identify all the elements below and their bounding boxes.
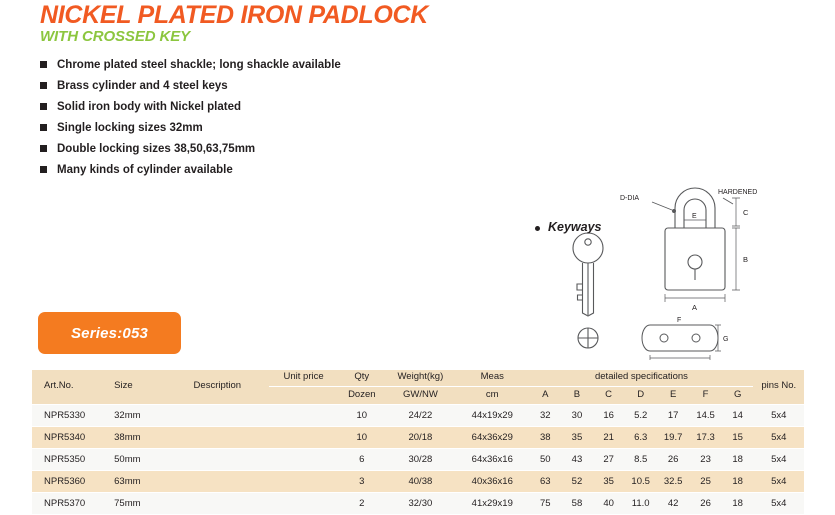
cell-f: 14.5 [689, 404, 721, 426]
cell-a: 32 [529, 404, 561, 426]
col-header-art-no: Art.No. [32, 370, 102, 404]
col-header-unit-price-blank [269, 386, 338, 404]
cell-d: 6.3 [624, 426, 656, 448]
feature-text: Solid iron body with Nickel plated [57, 100, 242, 113]
cell-f: 23 [689, 448, 721, 470]
feature-text: Chrome plated steel shackle; long shackle available [57, 58, 341, 71]
table-row [32, 492, 804, 514]
cell-size: 50mm [102, 448, 165, 470]
cell-g: 14 [722, 404, 754, 426]
cell-art-no: NPR5350 [32, 448, 102, 470]
page-subtitle: WITH CROSSED KEY [40, 28, 191, 46]
table-header [32, 370, 804, 404]
cell-a: 63 [529, 470, 561, 492]
cell-meas: 40x36x16 [455, 470, 529, 492]
cell-description [165, 404, 269, 426]
cell-b: 43 [561, 448, 593, 470]
cell-qty: 6 [338, 448, 386, 470]
cell-c: 35 [593, 470, 625, 492]
cell-pins: 5x4 [753, 426, 804, 448]
cell-description [165, 470, 269, 492]
list-item [40, 76, 341, 95]
table-row [32, 470, 804, 492]
col-header-spec-c: C [593, 386, 625, 404]
cell-size: 63mm [102, 470, 165, 492]
hardened-label: HARDENED [718, 189, 758, 196]
feature-text: Double locking sizes 38,50,63,75mm [57, 142, 256, 155]
cell-c: 16 [593, 404, 625, 426]
table-header-row-top [32, 370, 804, 386]
cell-qty: 10 [338, 426, 386, 448]
col-header-pins: pins No. [753, 370, 804, 404]
dim-e-label: E [692, 213, 697, 220]
col-header-detailed-specifications: detailed specifications [529, 370, 753, 386]
feature-text: Brass cylinder and 4 steel keys [57, 79, 228, 92]
square-bullet-icon [40, 103, 47, 110]
cell-art-no: NPR5330 [32, 404, 102, 426]
feature-text: Many kinds of cylinder available [57, 163, 233, 176]
cell-a: 75 [529, 492, 561, 514]
col-header-qty-line1: Qty [338, 370, 386, 386]
col-header-spec-b: B [561, 386, 593, 404]
square-bullet-icon [40, 124, 47, 131]
cell-unit-price [269, 404, 338, 426]
col-header-spec-f: F [689, 386, 721, 404]
cell-b: 52 [561, 470, 593, 492]
cell-a: 50 [529, 448, 561, 470]
dim-c-label: C [743, 208, 749, 217]
cell-size: 75mm [102, 492, 165, 514]
cell-size: 38mm [102, 426, 165, 448]
cell-art-no: NPR5340 [32, 426, 102, 448]
cell-a: 38 [529, 426, 561, 448]
table-row [32, 404, 804, 426]
cell-unit-price [269, 448, 338, 470]
cell-qty: 3 [338, 470, 386, 492]
col-header-spec-a: A [529, 386, 561, 404]
cell-meas: 41x29x19 [455, 492, 529, 514]
list-item [40, 160, 341, 179]
cell-unit-price [269, 426, 338, 448]
cell-weight: 30/28 [386, 448, 455, 470]
col-header-meas-line2: cm [455, 386, 529, 404]
page-title: NICKEL PLATED IRON PADLOCK [40, 1, 429, 29]
series-badge [38, 312, 181, 354]
cell-g: 18 [722, 470, 754, 492]
cell-e: 17 [657, 404, 689, 426]
cell-weight: 24/22 [386, 404, 455, 426]
col-header-description: Description [165, 370, 269, 404]
cell-pins: 5x4 [753, 404, 804, 426]
cell-b: 35 [561, 426, 593, 448]
padlock-diagram-svg [520, 180, 820, 360]
cell-weight: 40/38 [386, 470, 455, 492]
cell-c: 27 [593, 448, 625, 470]
cell-c: 40 [593, 492, 625, 514]
specification-table [32, 370, 804, 515]
list-item [40, 97, 341, 116]
cell-description [165, 492, 269, 514]
cell-g: 18 [722, 448, 754, 470]
dim-g-label: G [723, 336, 729, 343]
square-bullet-icon [40, 82, 47, 89]
cell-qty: 10 [338, 404, 386, 426]
list-item [40, 118, 341, 137]
cell-c: 21 [593, 426, 625, 448]
col-header-spec-e: E [657, 386, 689, 404]
cell-e: 19.7 [657, 426, 689, 448]
table-body [32, 404, 804, 514]
table-row [32, 426, 804, 448]
cell-g: 18 [722, 492, 754, 514]
cell-size: 32mm [102, 404, 165, 426]
cell-d: 10.5 [624, 470, 656, 492]
table-row [32, 448, 804, 470]
dim-f-label: F [677, 317, 682, 324]
cell-e: 26 [657, 448, 689, 470]
col-header-spec-g: G [722, 386, 754, 404]
cell-f: 26 [689, 492, 721, 514]
cell-pins: 5x4 [753, 470, 804, 492]
cell-e: 32.5 [657, 470, 689, 492]
col-header-unit-price: Unit price [269, 370, 338, 386]
cell-qty: 2 [338, 492, 386, 514]
cell-meas: 64x36x16 [455, 448, 529, 470]
col-header-weight-line2: GW/NW [386, 386, 455, 404]
col-header-qty-line2: Dozen [338, 386, 386, 404]
cell-description [165, 448, 269, 470]
dim-a-label: A [692, 303, 698, 312]
feature-list [40, 55, 341, 181]
col-header-size: Size [102, 370, 165, 404]
cell-art-no: NPR5360 [32, 470, 102, 492]
cell-f: 25 [689, 470, 721, 492]
cell-art-no: NPR5370 [32, 492, 102, 514]
col-header-weight-line1: Weight(kg) [386, 370, 455, 386]
cell-e: 42 [657, 492, 689, 514]
product-illustration [520, 180, 820, 360]
cell-pins: 5x4 [753, 492, 804, 514]
cell-unit-price [269, 470, 338, 492]
bullet-dot-icon [535, 226, 540, 231]
cell-weight: 20/18 [386, 426, 455, 448]
square-bullet-icon [40, 145, 47, 152]
cell-d: 8.5 [624, 448, 656, 470]
cell-g: 15 [722, 426, 754, 448]
cell-d: 5.2 [624, 404, 656, 426]
cell-f: 17.3 [689, 426, 721, 448]
cell-meas: 44x19x29 [455, 404, 529, 426]
list-item [40, 55, 341, 74]
col-header-meas-line1: Meas [455, 370, 529, 386]
square-bullet-icon [40, 61, 47, 68]
feature-text: Single locking sizes 32mm [57, 121, 203, 134]
cell-b: 30 [561, 404, 593, 426]
cell-description [165, 426, 269, 448]
series-label: Series:053 [70, 324, 149, 342]
list-item [40, 139, 341, 158]
cell-unit-price [269, 492, 338, 514]
cell-weight: 32/30 [386, 492, 455, 514]
col-header-spec-d: D [624, 386, 656, 404]
keyways-label: Keyways [548, 220, 602, 234]
square-bullet-icon [40, 166, 47, 173]
dim-b-label: B [743, 255, 749, 264]
cell-b: 58 [561, 492, 593, 514]
d-dia-label: D-DIA [620, 195, 640, 202]
cell-meas: 64x36x29 [455, 426, 529, 448]
cell-d: 11.0 [624, 492, 656, 514]
title-block [40, 2, 428, 46]
cell-pins: 5x4 [753, 448, 804, 470]
